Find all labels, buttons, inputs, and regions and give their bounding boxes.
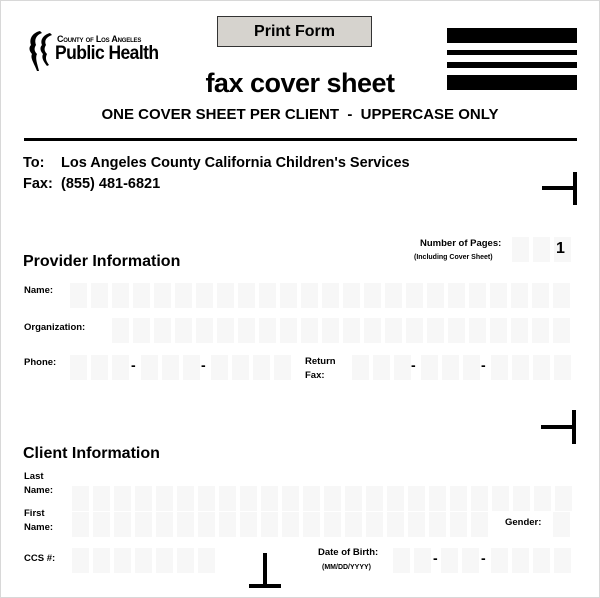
char-box[interactable] xyxy=(429,512,446,537)
char-box[interactable] xyxy=(373,355,390,380)
char-box[interactable] xyxy=(343,283,360,308)
char-box[interactable] xyxy=(303,512,320,537)
char-box[interactable] xyxy=(217,318,234,343)
char-box[interactable] xyxy=(324,512,341,537)
char-box[interactable] xyxy=(490,283,507,308)
char-box[interactable] xyxy=(280,318,297,343)
char-box[interactable] xyxy=(441,548,458,573)
char-box[interactable] xyxy=(219,486,236,511)
char-box[interactable] xyxy=(183,355,200,380)
char-box[interactable] xyxy=(393,548,410,573)
char-box[interactable] xyxy=(512,355,529,380)
char-box[interactable] xyxy=(72,548,89,573)
logo-county-text: County of Los Angeles xyxy=(57,34,142,44)
char-box[interactable] xyxy=(387,486,404,511)
return-fax-label xyxy=(305,355,336,383)
char-box[interactable] xyxy=(280,283,297,308)
char-box[interactable] xyxy=(156,548,173,573)
client-heading: Client Information xyxy=(23,445,160,462)
char-box[interactable] xyxy=(366,486,383,511)
char-box[interactable] xyxy=(114,512,131,537)
char-box[interactable] xyxy=(133,283,150,308)
char-box[interactable] xyxy=(462,548,479,573)
char-box[interactable] xyxy=(156,486,173,511)
char-box[interactable] xyxy=(133,318,150,343)
char-box[interactable] xyxy=(232,355,249,380)
char-box[interactable] xyxy=(177,486,194,511)
ccs-label: CCS #: xyxy=(24,553,56,564)
char-box[interactable] xyxy=(93,548,110,573)
char-box[interactable] xyxy=(198,512,215,537)
char-box[interactable] xyxy=(70,283,87,308)
char-box[interactable] xyxy=(448,283,465,308)
char-box[interactable] xyxy=(406,283,423,308)
first-name-label-line2: Name: xyxy=(24,522,54,533)
char-box[interactable] xyxy=(322,318,339,343)
char-box[interactable] xyxy=(471,512,488,537)
char-box[interactable] xyxy=(135,512,152,537)
char-box[interactable] xyxy=(301,283,318,308)
char-box[interactable] xyxy=(154,318,171,343)
char-box[interactable] xyxy=(553,318,570,343)
char-box[interactable] xyxy=(135,486,152,511)
char-box[interactable] xyxy=(70,355,87,380)
fax-label: Fax: xyxy=(23,176,53,192)
last-name-label-line1: Last xyxy=(24,471,44,482)
char-box[interactable] xyxy=(442,355,459,380)
char-box[interactable] xyxy=(261,512,278,537)
phone-dash-1: - xyxy=(131,357,136,373)
to-value: Los Angeles County California Children's Services xyxy=(61,155,410,171)
page-subtitle: ONE COVER SHEET PER CLIENT - UPPERCASE ONLY xyxy=(101,106,499,123)
to-row xyxy=(23,155,410,171)
char-box[interactable] xyxy=(450,486,467,511)
char-box[interactable] xyxy=(345,486,362,511)
organization-label: Organization: xyxy=(24,322,86,333)
dob-dash-2: - xyxy=(481,550,486,566)
char-box[interactable] xyxy=(253,355,270,380)
char-box[interactable] xyxy=(421,355,438,380)
return-fax-dash-1: - xyxy=(411,357,416,373)
char-box[interactable] xyxy=(364,283,381,308)
pages-value: 1 xyxy=(556,240,565,257)
char-box[interactable] xyxy=(427,283,444,308)
char-box[interactable] xyxy=(196,318,213,343)
char-box[interactable] xyxy=(513,486,530,511)
char-box[interactable] xyxy=(217,283,234,308)
char-box[interactable] xyxy=(91,355,108,380)
char-box[interactable] xyxy=(114,548,131,573)
char-box[interactable] xyxy=(469,318,486,343)
char-box[interactable] xyxy=(448,318,465,343)
char-box[interactable] xyxy=(324,486,341,511)
dob-dash-1: - xyxy=(433,550,438,566)
pages-label: Number of Pages: xyxy=(420,238,502,249)
char-box[interactable] xyxy=(93,486,110,511)
char-box[interactable] xyxy=(387,512,404,537)
char-box[interactable] xyxy=(114,486,131,511)
char-box[interactable] xyxy=(112,318,129,343)
phone-label: Phone: xyxy=(24,357,57,368)
char-box[interactable] xyxy=(282,512,299,537)
char-box[interactable] xyxy=(414,548,431,573)
header-divider xyxy=(24,138,577,141)
return-fax-dash-2: - xyxy=(481,357,486,373)
char-box[interactable] xyxy=(366,512,383,537)
return-fax-label-line1: Return xyxy=(305,356,336,367)
char-box[interactable] xyxy=(154,283,171,308)
char-box[interactable] xyxy=(343,318,360,343)
pages-sublabel: (Including Cover Sheet) xyxy=(414,254,493,261)
char-box[interactable] xyxy=(469,283,486,308)
last-name-label-line2: Name: xyxy=(24,485,54,496)
char-box[interactable] xyxy=(198,486,215,511)
char-box[interactable] xyxy=(72,486,89,511)
char-box[interactable] xyxy=(533,548,550,573)
char-box[interactable] xyxy=(385,318,402,343)
char-box[interactable] xyxy=(532,318,549,343)
char-box[interactable] xyxy=(175,318,192,343)
char-box[interactable] xyxy=(408,486,425,511)
char-box[interactable] xyxy=(492,486,509,511)
char-box[interactable] xyxy=(512,548,529,573)
char-box[interactable] xyxy=(156,512,173,537)
char-box[interactable] xyxy=(177,548,194,573)
char-box[interactable] xyxy=(301,318,318,343)
char-box[interactable] xyxy=(240,486,257,511)
char-box[interactable] xyxy=(490,318,507,343)
char-box[interactable] xyxy=(450,512,467,537)
to-label: To: xyxy=(23,155,45,171)
char-box[interactable] xyxy=(91,283,108,308)
char-box[interactable] xyxy=(175,283,192,308)
char-box[interactable] xyxy=(429,486,446,511)
first-name-label xyxy=(24,507,53,535)
char-box[interactable] xyxy=(345,512,362,537)
char-box[interactable] xyxy=(408,512,425,537)
provider-heading: Provider Information xyxy=(23,253,181,270)
char-box[interactable] xyxy=(240,512,257,537)
char-box[interactable] xyxy=(406,318,423,343)
char-box[interactable] xyxy=(534,486,551,511)
char-box[interactable] xyxy=(394,355,411,380)
char-box[interactable] xyxy=(198,548,215,573)
char-box[interactable] xyxy=(135,548,152,573)
logo-profile-icon xyxy=(26,30,54,72)
return-fax-label-line2: Fax: xyxy=(305,370,325,381)
dob-label: Date of Birth: xyxy=(318,547,379,558)
page-title: fax cover sheet xyxy=(205,68,395,98)
char-box[interactable] xyxy=(112,355,129,380)
char-box[interactable] xyxy=(162,355,179,380)
char-box[interactable] xyxy=(491,355,508,380)
char-box[interactable] xyxy=(554,548,571,573)
char-box[interactable] xyxy=(93,512,110,537)
char-box[interactable] xyxy=(211,355,228,380)
fax-value: (855) 481-6821 xyxy=(61,176,161,192)
char-box[interactable] xyxy=(259,318,276,343)
char-box[interactable] xyxy=(303,486,320,511)
char-box[interactable] xyxy=(72,512,89,537)
char-box[interactable] xyxy=(196,283,213,308)
char-box[interactable] xyxy=(553,283,570,308)
char-box[interactable] xyxy=(112,283,129,308)
char-box[interactable] xyxy=(238,318,255,343)
char-box[interactable] xyxy=(177,512,194,537)
char-box[interactable] xyxy=(427,318,444,343)
char-box[interactable] xyxy=(533,355,550,380)
char-box[interactable] xyxy=(364,318,381,343)
phone-dash-2: - xyxy=(201,357,206,373)
provider-name-label: Name: xyxy=(24,285,54,296)
char-box[interactable] xyxy=(491,548,508,573)
char-box[interactable] xyxy=(471,486,488,511)
logo-public-health-text: Public Health xyxy=(55,43,159,64)
char-box[interactable] xyxy=(511,318,528,343)
char-box[interactable] xyxy=(261,486,278,511)
char-box[interactable] xyxy=(463,355,480,380)
gender-label: Gender: xyxy=(505,517,542,528)
char-box[interactable] xyxy=(259,283,276,308)
char-box[interactable] xyxy=(238,283,255,308)
fax-row xyxy=(23,176,160,192)
last-name-label xyxy=(24,470,53,498)
char-box[interactable] xyxy=(352,355,369,380)
char-box[interactable] xyxy=(141,355,158,380)
print-form-button[interactable]: Print Form xyxy=(217,16,372,47)
char-box[interactable] xyxy=(385,283,402,308)
first-name-label-line1: First xyxy=(24,508,45,519)
char-box[interactable] xyxy=(532,283,549,308)
char-box[interactable] xyxy=(322,283,339,308)
char-box[interactable] xyxy=(219,512,236,537)
char-box[interactable] xyxy=(274,355,291,380)
dob-format: (MM/DD/YYYY) xyxy=(322,564,371,571)
char-box[interactable] xyxy=(555,486,572,511)
char-box[interactable] xyxy=(511,283,528,308)
char-box[interactable] xyxy=(282,486,299,511)
char-box[interactable] xyxy=(554,355,571,380)
